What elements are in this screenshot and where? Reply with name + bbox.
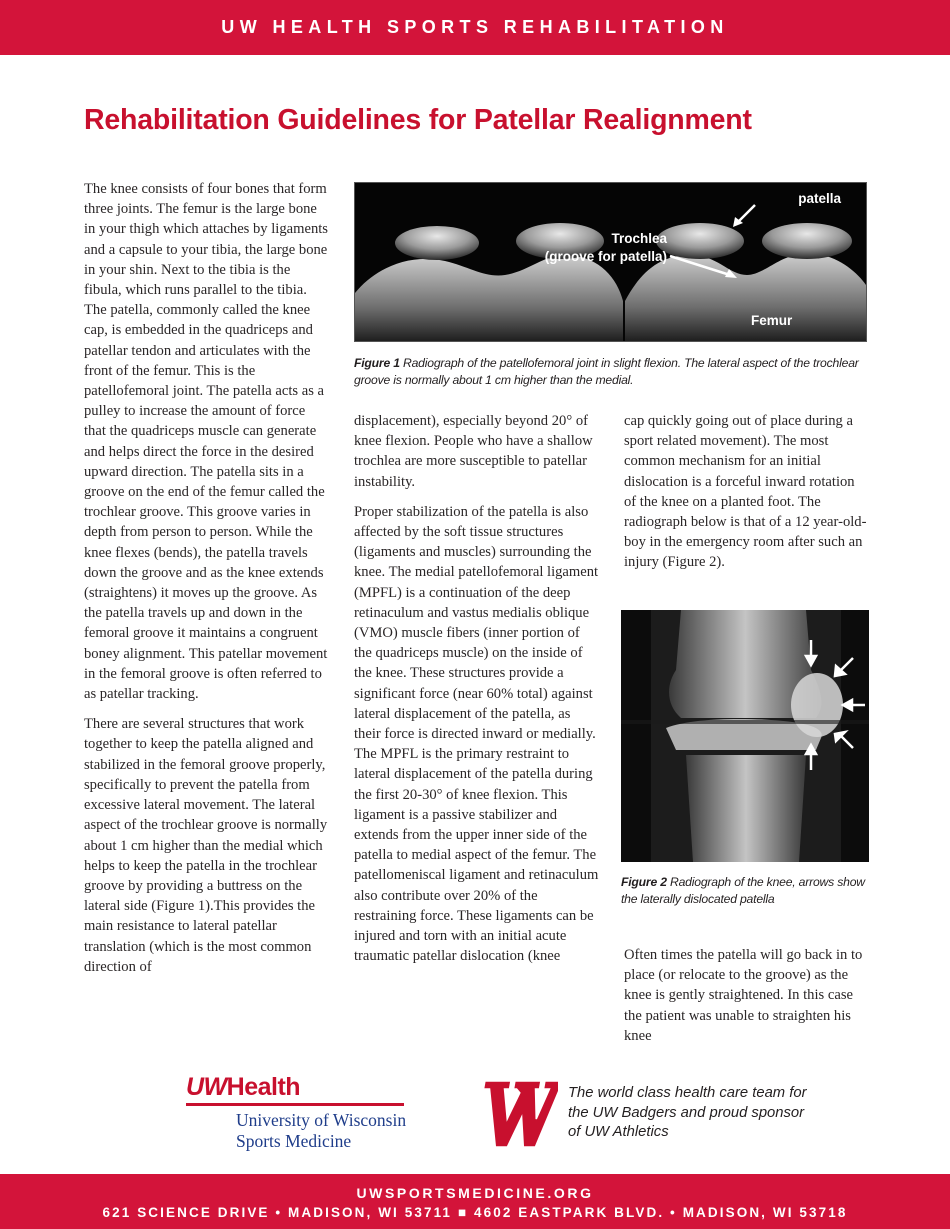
paragraph: displacement), especially beyond 20° of knee flexion. People who have a shallow trochlea are more susceptible to patellar instability. (354, 413, 593, 490)
figure-1-radiograph (354, 182, 867, 342)
logo-subtitle-2: Sports Medicine (236, 1131, 352, 1151)
footer-website: UWSPORTSMEDICINE.ORG (356, 1185, 594, 1201)
figure-2-radiograph (621, 610, 869, 862)
paragraph: The knee consists of four bones that form three joints. The femur is the large bone in your thigh which attaches by ligaments and a capsule to your tibia, the large bone in your shin. Next to the tibia is the fibula, which runs parallel to the tibia. The patella, commonly called the knee cap, is embedded in the quadriceps and patellar tendon and articulates with the front of the femur. This is the patellofemoral joint. The patella acts as a pulley to increase the amount of force that the quadriceps muscle can generate and helps direct the force in the desired upward direction. The patella sits in a groove on the end of the femur called the trochlear groove. This groove varies in depth from person to person. While the knee flexes (bends), the patella travels down the groove and as the knee extends (straightens) it moves up the groove. As the patella travels up and down in the femoral groove it maintains a congruent boney alignment. This patellar movement in the femoral groove is often referred to as patellar tracking. (84, 181, 328, 703)
caption-text: Radiograph of the patellofemoral joint in slight flexion. The lateral aspect of the trochlear groove is normally about 1 cm higher than the medial. (354, 356, 859, 387)
footer-address: 621 SCIENCE DRIVE • MADISON, WI 53711 ■ 4602 EASTPARK BLVD. • MADISON, WI 53718 (102, 1205, 848, 1220)
paragraph: cap quickly going out of place during a sport related movement). The most common mechanism for an initial dislocation is a forceful inward rotation of the knee on a planted foot. The radiograph below is that of a 12 year-old-boy in the emergency room after such an injury (Figure 2). (624, 413, 867, 571)
header-banner (0, 0, 950, 55)
trochlea-sub-label: (groove for patella) (544, 249, 667, 264)
patella-label: patella (798, 191, 841, 206)
tagline: The world class health care team for the UW Badgers and proud sponsor of UW Athletics (568, 1085, 807, 1140)
header-banner-text: UW HEALTH SPORTS REHABILITATION (221, 17, 729, 37)
body-column-3-continued (624, 945, 870, 1056)
caption-text: Radiograph of the knee, arrows show the laterally dislocated patella (621, 875, 865, 906)
body-column-3 (624, 411, 870, 583)
paragraph: Often times the patella will go back in to place (or relocate to the groove) as the knee is gently straightened. In this case the patient was unable to straighten his knee (624, 947, 863, 1044)
body-column-2 (354, 411, 599, 976)
femur-label: Femur (751, 313, 793, 328)
uw-health-logo (186, 1073, 408, 1157)
logo-subtitle-1: University of Wisconsin (236, 1110, 407, 1130)
figure-2-caption (621, 874, 881, 908)
trochlea-label: Trochlea (611, 231, 667, 246)
page-title: Rehabilitation Guidelines for Patellar Realignment (84, 104, 752, 136)
figure-1-caption (354, 355, 874, 389)
logo-divider (186, 1103, 404, 1106)
motion-w-logo (474, 1075, 558, 1153)
body-column-1 (84, 179, 328, 987)
paragraph: There are several structures that work together to keep the patella aligned and stabilized in the femoral groove properly, specifically to prevent the patella from excessive lateral movement. The lateral aspect of the trochlear groove is normally about 1 cm higher than the medial which helps to keep the patella in the trochlear groove by providing a buttress on the lateral side (Figure 1).This provides the main resistance to lateral patellar translation (which is the most common direction of (84, 716, 328, 975)
uw-health-wordmark: UWHealth (186, 1073, 301, 1101)
caption-label: Figure 1 (354, 356, 400, 370)
caption-label: Figure 2 (621, 875, 667, 889)
footer-banner (0, 1174, 950, 1229)
paragraph: Proper stabilization of the patella is also affected by the soft tissue structures (ligaments and muscles) surrounding the knee. The medial patellofemoral ligament (MPFL) is a continuation of the deep retinaculum and vastus medialis oblique (VMO) muscle fibers (inner portion of the quadriceps muscle) on the inside of the knee. These structures provide a significant force (near 60% total) against lateral displacement of the patella, as their force is directed inward or medially. The MPFL is the primary restraint to lateral displacement of the patella during the first 20-30° of knee flexion. This ligament is a passive stabilizer and extends from the upper inner side of the patella to medial aspect of the femur. The patellomeniscal ligament and retinaculum also contribute over 20% of the restraining force. These ligaments can be injured and torn with an initial acute traumatic patellar dislocation (knee (354, 503, 599, 965)
